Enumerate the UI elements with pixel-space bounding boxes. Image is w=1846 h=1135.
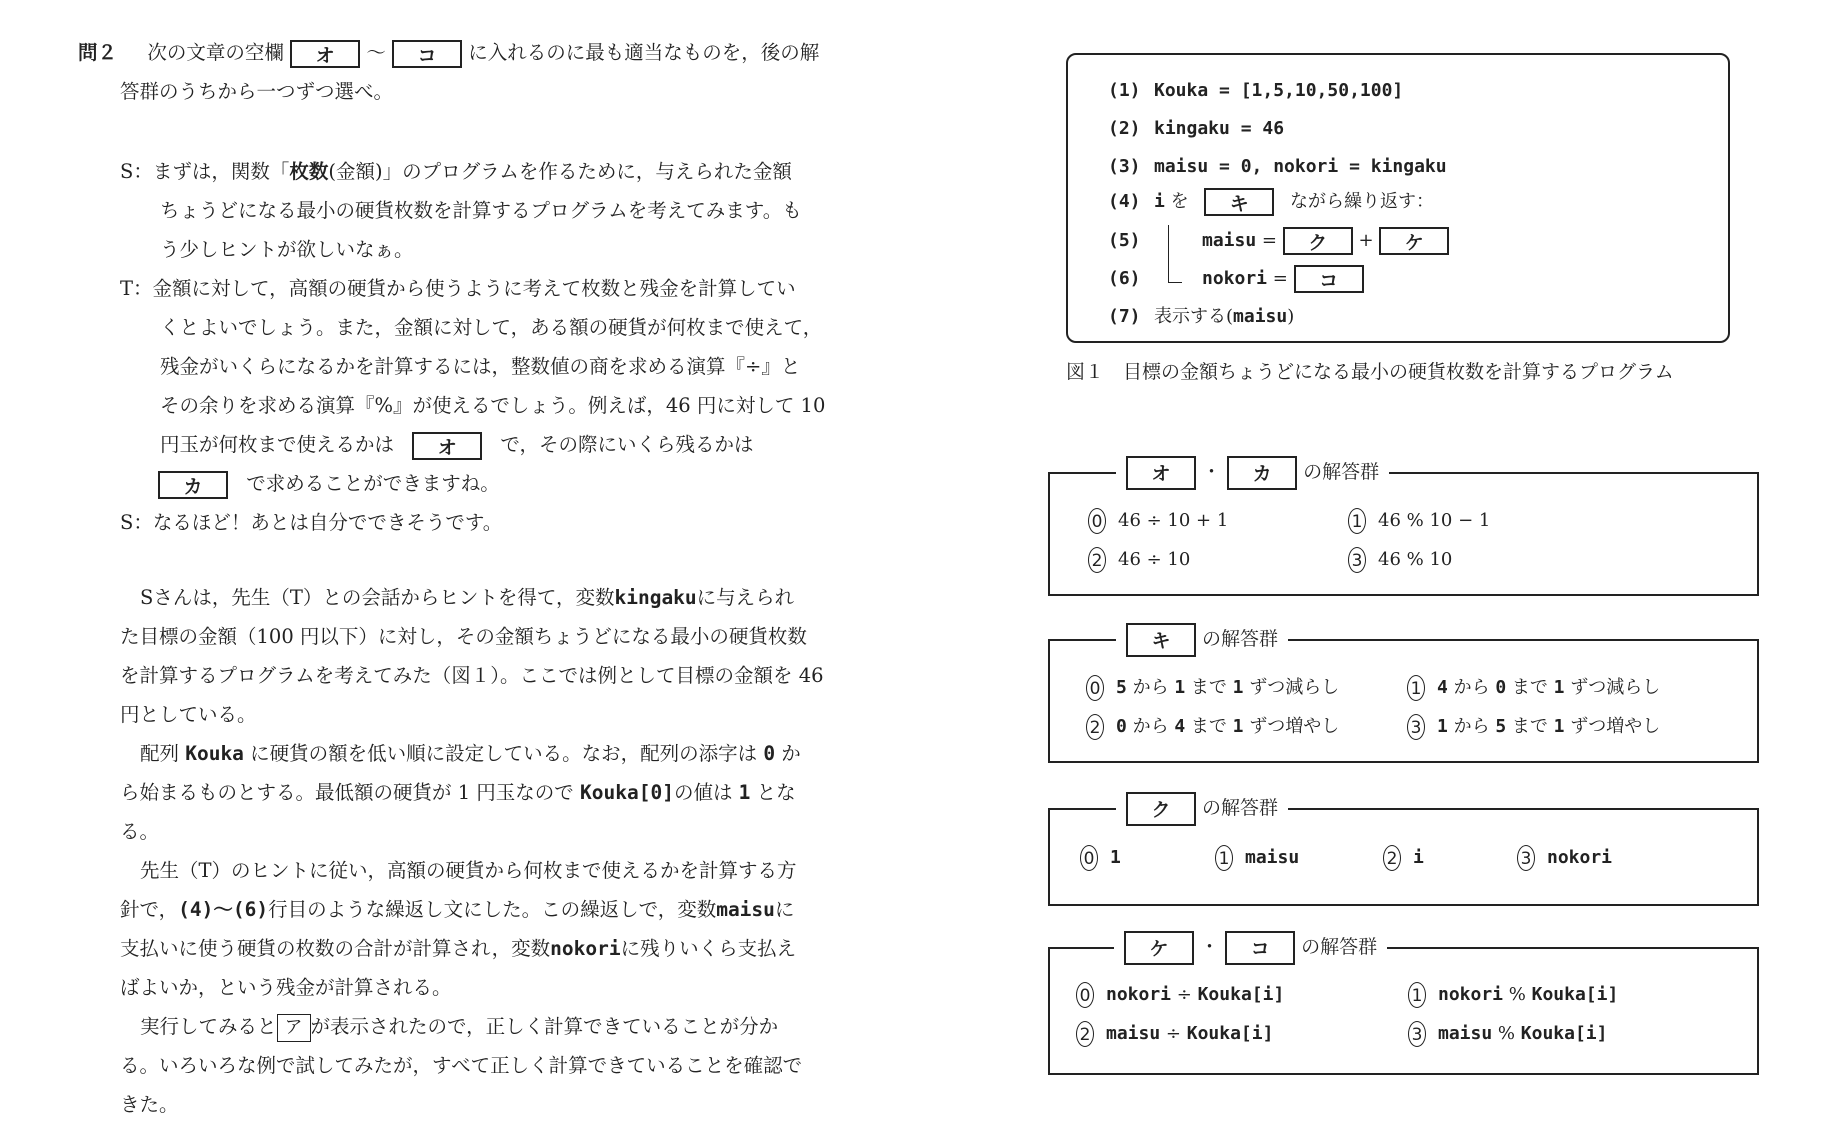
separator-dot: ・ <box>1202 461 1222 483</box>
answer-group-label: の解答群 <box>1301 936 1378 958</box>
option-text: 46 ÷ 10 <box>1118 549 1191 570</box>
blank-ki: キ <box>1204 188 1274 216</box>
option-value: 5 <box>1495 716 1507 737</box>
dialogue-s1-b: ちょうどになる最小の硬貨枚数を計算するプログラムを考えてみます。も <box>160 199 802 222</box>
body-text: 行目のような繰返し文にした。この繰返しで，変数 <box>268 898 717 921</box>
intro-text-2: に入れるのに最も適当なものを，後の解 <box>468 41 820 64</box>
dialogue-t1-c: 残金がいくらになるかを計算するには，整数値の商を求める演算『÷』と <box>160 355 801 378</box>
blank-ko: コ <box>1294 265 1364 293</box>
code-kouka0: Kouka[0] <box>580 781 674 804</box>
option-value: 1 <box>1437 716 1448 737</box>
option-text: から <box>1132 677 1169 698</box>
answer-group-ki <box>1048 628 1759 763</box>
option-text: Kouka[i] <box>1186 1023 1274 1044</box>
loop-bracket-end <box>1168 282 1182 283</box>
option-operator: % <box>1497 1023 1516 1044</box>
dialogue-text: で，その際にいくら残るかは <box>500 433 754 456</box>
dialogue-t1-d: その余りを求める演算『%』が使えるでしょう。例えば，46 円に対して 10 <box>160 394 826 417</box>
option-0[interactable] <box>1080 841 1121 875</box>
dialogue-text: S：まずは，関数「 <box>120 160 290 183</box>
code-text: 表示する( <box>1154 306 1234 327</box>
option-text: まで <box>1511 677 1548 698</box>
blank-ku: ク <box>1283 227 1353 255</box>
option-text: 46 ÷ 10 + 1 <box>1118 510 1229 531</box>
blank-ke: ケ <box>1124 931 1194 965</box>
body-text: に <box>774 898 795 921</box>
code-equals: = <box>1272 268 1288 289</box>
option-number: 0 <box>1076 982 1094 1008</box>
option-number: 1 <box>1348 508 1366 534</box>
blank-ku: ク <box>1126 792 1196 826</box>
tilde: ～ <box>366 41 386 64</box>
option-text: nokori <box>1106 984 1172 1005</box>
function-name: 枚数 <box>289 160 329 183</box>
program-line-7 <box>1108 299 1294 335</box>
figure-caption: 図１ 目標の金額ちょうどになる最小の硬貨枚数を計算するプログラム <box>1066 361 1674 383</box>
option-0[interactable] <box>1086 671 1339 705</box>
option-text: まで <box>1190 677 1227 698</box>
code-text: Kouka = [1,5,10,50,100] <box>1154 80 1404 101</box>
code-text: を <box>1170 191 1189 212</box>
option-text: Kouka[i] <box>1520 1023 1608 1044</box>
dialogue-text: 円玉が何枚まで使えるかは <box>160 433 395 456</box>
option-2[interactable] <box>1086 710 1339 744</box>
code-kouka: Kouka <box>185 742 244 765</box>
loop-bracket <box>1168 225 1169 283</box>
program-line-5 <box>1108 223 1449 259</box>
body-text: Sさんは，先生（T）との会話からヒントを得て，変数 <box>140 586 615 609</box>
dialogue-s1-a <box>120 153 792 191</box>
body-p3-a: 先生（T）のヒントに従い，高額の硬貨から何枚まで使えるかを計算する方 <box>140 859 797 882</box>
body-text: が表示されたので，正しく計算できていることが分か <box>310 1015 779 1038</box>
option-text: から <box>1132 716 1169 737</box>
option-operator: ÷ <box>1165 1023 1182 1044</box>
body-p3-d: ばよいか，という残金が計算される。 <box>120 976 452 999</box>
option-value: 1 <box>1553 716 1565 737</box>
option-value: 1 <box>1553 677 1565 698</box>
body-p2-a <box>140 735 801 773</box>
body-text: 針で， <box>120 898 179 921</box>
option-operator: ÷ <box>1176 984 1192 1005</box>
separator-dot: ・ <box>1200 936 1220 958</box>
body-p3-c <box>120 930 796 968</box>
option-1[interactable] <box>1408 978 1618 1012</box>
body-text: ら始まるものとする。最低額の硬貨が 1 円玉なので <box>120 781 574 804</box>
line-number: (7) <box>1108 306 1141 327</box>
line-number: (2) <box>1108 118 1141 139</box>
program-line-1 <box>1108 73 1403 109</box>
answer-group-title <box>1116 621 1288 657</box>
answer-group-label: の解答群 <box>1202 797 1279 819</box>
code-maisu: maisu <box>716 898 775 921</box>
option-number: 0 <box>1088 508 1106 534</box>
option-value: 0 <box>1495 677 1507 698</box>
option-3[interactable] <box>1408 1017 1607 1051</box>
option-3[interactable] <box>1348 543 1452 577</box>
option-number: 0 <box>1086 675 1104 701</box>
option-text: maisu <box>1106 1023 1161 1044</box>
dialogue-t1-f <box>158 465 500 503</box>
option-2[interactable] <box>1076 1017 1273 1051</box>
body-p1-a <box>140 579 794 617</box>
option-text: まで <box>1190 716 1227 737</box>
dialogue-s1-c: う少しヒントが欲しいなぁ。 <box>160 238 414 261</box>
option-value: 1 <box>1232 716 1244 737</box>
option-number: 2 <box>1086 714 1104 740</box>
blank-ki: キ <box>1126 623 1196 657</box>
option-text: ずつ減らし <box>1570 677 1661 698</box>
question-header <box>78 34 819 72</box>
option-number: 1 <box>1408 982 1426 1008</box>
body-text: 配列 <box>140 742 180 765</box>
option-text: から <box>1453 716 1490 737</box>
body-p4-c: きた。 <box>120 1093 179 1116</box>
answer-group-ke-ko <box>1048 936 1759 1075</box>
dialogue-t1-b: くとよいでしょう。また，金額に対して，ある額の硬貨が何枚まで使えて， <box>160 316 823 339</box>
answer-group-ku <box>1048 797 1759 906</box>
option-text: maisu <box>1245 847 1300 868</box>
intro-text-1: 次の文章の空欄 <box>147 41 284 64</box>
line-number: (3) <box>1108 156 1141 177</box>
line-number: (4) <box>1108 191 1141 212</box>
blank-ka: カ <box>1227 456 1297 490</box>
option-value: 4 <box>1174 716 1186 737</box>
code-i: i <box>1154 191 1165 212</box>
code-maisu: maisu <box>1233 306 1288 327</box>
blank-ko: コ <box>1225 931 1295 965</box>
option-text: maisu <box>1438 1023 1493 1044</box>
option-0[interactable] <box>1088 504 1228 538</box>
code-text: ながら繰り返す： <box>1290 191 1435 212</box>
body-p4-a <box>140 1008 778 1046</box>
option-value: 4 <box>1437 677 1448 698</box>
option-text: ずつ減らし <box>1249 677 1340 698</box>
dialogue-t1-a: T：金額に対して，高額の硬貨から使うように考えて枚数と残金を計算してい <box>120 277 796 300</box>
option-2[interactable] <box>1088 543 1190 577</box>
body-text: とな <box>756 781 796 804</box>
option-number: 1 <box>1215 845 1233 871</box>
answer-group-title <box>1114 929 1387 965</box>
option-text: i <box>1413 847 1424 868</box>
dialogue-text: で求めることができますね。 <box>246 472 500 495</box>
option-number: 2 <box>1076 1021 1094 1047</box>
option-value: 1 <box>1174 677 1186 698</box>
body-p3-b <box>120 891 794 929</box>
code-text: maisu = 0, nokori = kingaku <box>1154 156 1447 177</box>
option-text: Kouka[i] <box>1531 984 1619 1005</box>
line-number: (5) <box>1108 230 1141 251</box>
option-text: まで <box>1511 716 1548 737</box>
option-value: 5 <box>1116 677 1127 698</box>
code-maisu: maisu <box>1202 230 1257 251</box>
program-line-2 <box>1108 111 1284 147</box>
code-text: ) <box>1287 306 1295 327</box>
body-text: 支払いに使う硬貨の枚数の合計が計算され，変数 <box>120 937 551 960</box>
option-0[interactable] <box>1076 978 1284 1012</box>
option-text: ずつ増やし <box>1249 716 1340 737</box>
body-text: 実行してみると <box>140 1015 277 1038</box>
code-equals: = <box>1261 230 1278 251</box>
option-value: 0 <box>1116 716 1127 737</box>
option-number: 2 <box>1088 547 1106 573</box>
option-value: 1 <box>1232 677 1244 698</box>
option-number: 1 <box>1407 675 1425 701</box>
option-1[interactable] <box>1215 841 1299 875</box>
program-figure <box>1066 53 1730 343</box>
option-text: から <box>1453 677 1490 698</box>
option-3[interactable] <box>1517 841 1612 875</box>
blank-a: ア <box>277 1014 311 1042</box>
option-number: 3 <box>1517 845 1535 871</box>
answer-group-o-ka <box>1048 461 1759 596</box>
option-number: 3 <box>1408 1021 1426 1047</box>
option-text: ずつ増やし <box>1570 716 1661 737</box>
code-kingaku: kingaku <box>614 586 697 609</box>
code-lines: (4)～(6) <box>178 898 269 921</box>
option-number: 0 <box>1080 845 1098 871</box>
body-p1-c: を計算するプログラムを考えてみた（図１）。ここでは例として目標の金額を 46 <box>120 664 824 687</box>
option-text: nokori <box>1547 847 1613 868</box>
code-zero: 0 <box>763 742 776 765</box>
blank-o: オ <box>412 432 482 460</box>
program-line-3 <box>1108 149 1447 185</box>
body-p2-c: る。 <box>120 820 160 843</box>
blank-ke: ケ <box>1379 227 1449 255</box>
body-p4-b: る。いろいろな例で試してみたが，すべて正しく計算できていることを確認で <box>120 1054 803 1077</box>
body-p1-d: 円としている。 <box>120 703 257 726</box>
blank-o: オ <box>1126 456 1196 490</box>
option-3[interactable] <box>1407 710 1660 744</box>
code-nokori: nokori <box>550 937 621 960</box>
option-1[interactable] <box>1348 504 1490 538</box>
answer-group-label: の解答群 <box>1303 461 1380 483</box>
code-one: 1 <box>738 781 751 804</box>
option-text: 46 % 10 <box>1378 549 1453 570</box>
answer-group-label: の解答群 <box>1202 628 1279 650</box>
blank-ka: カ <box>158 471 228 499</box>
body-p2-b <box>120 774 796 812</box>
option-number: 3 <box>1407 714 1425 740</box>
option-1[interactable] <box>1407 671 1660 705</box>
body-text: に残りいくら支払え <box>620 937 797 960</box>
option-number: 2 <box>1383 845 1401 871</box>
option-text: Kouka[i] <box>1197 984 1285 1005</box>
program-line-4 <box>1108 184 1434 220</box>
body-text: に与えられ <box>696 586 795 609</box>
body-p1-b: た目標の金額（100 円以下）に対し，その金額ちょうどになる最小の硬貨枚数 <box>120 625 807 648</box>
dialogue-t1-e <box>160 426 754 464</box>
code-text: kingaku = 46 <box>1154 118 1285 139</box>
line-number: (1) <box>1108 80 1141 101</box>
body-text: か <box>781 742 801 765</box>
blank-o: オ <box>290 40 360 68</box>
intro-text-3: 答群のうちから一つずつ選べ。 <box>120 80 394 103</box>
line-number: (6) <box>1108 268 1141 289</box>
answer-group-title <box>1116 454 1389 490</box>
dialogue-s2: S：なるほど！あとは自分でできそうです。 <box>120 511 503 534</box>
option-2[interactable] <box>1383 841 1424 875</box>
option-text: nokori <box>1438 984 1504 1005</box>
program-line-6 <box>1108 261 1364 297</box>
dialogue-text: (金額)」のプログラムを作るために，与えられた金額 <box>328 160 792 183</box>
option-operator: % <box>1508 984 1526 1005</box>
option-text: 46 % 10 − 1 <box>1378 510 1491 531</box>
answer-group-title <box>1116 790 1288 826</box>
code-plus: + <box>1358 230 1374 251</box>
question-number: 問２ <box>78 41 118 64</box>
blank-ko: コ <box>392 40 462 68</box>
option-number: 3 <box>1348 547 1366 573</box>
body-text: の値は <box>673 781 733 804</box>
body-text: に硬貨の額を低い順に設定している。なお，配列の添字は <box>250 742 758 765</box>
code-nokori: nokori <box>1202 268 1268 289</box>
option-text: 1 <box>1110 847 1121 868</box>
